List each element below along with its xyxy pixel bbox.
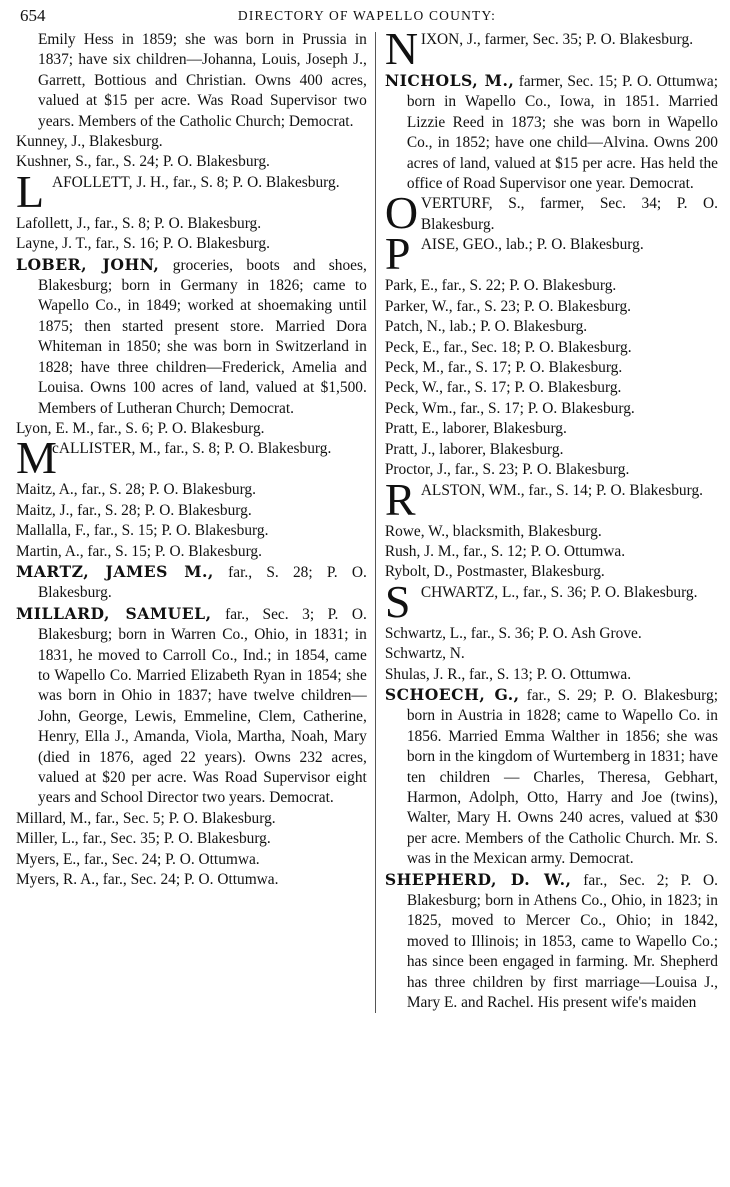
directory-entry: AFOLLETT, J. H., far., S. 8; P. O. Blakesburg.	[52, 173, 340, 191]
directory-entry: ALSTON, WM., far., S. 14; P. O. Blakesburg.	[420, 481, 703, 499]
directory-entry: Peck, W., far., S. 17; P. O. Blakesburg.	[384, 379, 622, 397]
running-title: DIRECTORY OF WAPELLO COUNTY:	[237, 8, 497, 23]
biography-entry: SHEPHERD, D. W., far., Sec. 2; P. O. Blakesburg; born in Athens Co., Ohio, in 1823; in 1825, moved to Mercer Co., Ohio; in 1842, moved to Illinois; in 1853, came to Wapello Co.; has since been engaged in farming. Mr. Shepherd has three children by first marriage—Louisa J., Mary E. and Rachel. His present wife's maiden	[384, 869, 718, 1012]
drop-cap: S	[384, 575, 411, 627]
section-o	[384, 187, 718, 239]
section-n	[384, 23, 718, 74]
directory-entry: Park, E., far., S. 22; P. O. Blakesburg.	[384, 277, 617, 295]
biography-name: SHEPHERD, D. W.,	[384, 869, 572, 889]
left-column	[16, 30, 375, 1013]
directory-entry: Lyon, E. M., far., S. 6; P. O. Blakesburg.	[16, 419, 265, 437]
biography-name: MARTZ, JAMES M.,	[16, 561, 214, 581]
directory-entry: Peck, M., far., S. 17; P. O. Blakesburg.	[384, 359, 623, 377]
drop-cap: R	[384, 473, 416, 525]
drop-cap: P	[384, 228, 411, 280]
directory-entry: Kunney, J., Blakesburg.	[16, 133, 163, 151]
directory-entry: Parker, W., far., S. 23; P. O. Blakesburg.	[384, 297, 632, 315]
directory-entry: Layne, J. T., far., S. 16; P. O. Blakesburg.	[16, 235, 270, 253]
right-column	[377, 23, 718, 1013]
directory-entry: Millard, M., far., Sec. 5; P. O. Blakesburg.	[16, 809, 276, 827]
directory-entry: VERTURF, S., farmer, Sec. 34; P. O. Blakesburg.	[420, 195, 718, 233]
biography-name: LOBER, JOHN,	[16, 254, 160, 274]
directory-entry: Schwartz, N.	[384, 645, 465, 663]
directory-entry: AISE, GEO., lab.; P. O. Blakesburg.	[420, 236, 644, 254]
directory-entry: Lafollett, J., far., S. 8; P. O. Blakesburg.	[16, 214, 262, 232]
section-s	[384, 575, 718, 627]
directory-entry: Rush, J. M., far., S. 12; P. O. Ottumwa.	[384, 542, 626, 560]
page-header	[16, 4, 718, 30]
continued-entry: Emily Hess in 1859; she was born in Prussia in 1837; have six children—Johanna, Louis, Joseph J., Garrett, Bottious and Christian. Owns 400 acres, valued at $15 per acre. Was Road Supervisor two years. Members of the Catholic Church; Democrat.	[38, 31, 367, 130]
directory-entry: Peck, Wm., far., S. 17; P. O. Blakesburg.	[384, 399, 635, 417]
directory-entry: IXON, J., farmer, Sec. 35; P. O. Blakesburg.	[420, 31, 694, 48]
directory-entry: Maitz, A., far., S. 28; P. O. Blakesburg.	[16, 481, 256, 499]
drop-cap: O	[384, 187, 419, 239]
biography-name: NICHOLS, M.,	[384, 71, 515, 90]
drop-cap: N	[384, 23, 419, 74]
directory-entry: Mallalla, F., far., S. 15; P. O. Blakesburg.	[16, 522, 269, 540]
biography-entry: SCHOECH, G., far., S. 29; P. O. Blakesburg; born in Austria in 1828; came to Wapello Co. in 1856. Married Emma Walther in 1856; she was born in the kingdom of Wurtemberg in 1831; have ten children — Charles, Theresa, Gebhart, Harmon, Adolph, Otto, Harry and Joe (twins), Walter, Mary H. Owns 240 acres, valued at $30 per acre. Members of the Catholic Church. Mr. S. was in the Mexican army. Democrat.	[384, 684, 718, 868]
directory-entry: Rybolt, D., Postmaster, Blakesburg.	[384, 563, 605, 581]
directory-entry: Kushner, S., far., S. 24; P. O. Blakesburg.	[16, 153, 270, 171]
directory-entry: Rowe, W., blacksmith, Blakesburg.	[384, 522, 602, 540]
directory-entry: Pratt, J., laborer, Blakesburg.	[384, 440, 564, 458]
directory-entry: Miller, L., far., Sec. 35; P. O. Blakesburg.	[16, 830, 271, 848]
two-column-body	[16, 23, 718, 1013]
directory-entry: Maitz, J., far., S. 28; P. O. Blakesburg.	[16, 501, 252, 519]
drop-cap: M	[16, 432, 57, 484]
biography-entry: MARTZ, JAMES M., far., S. 28; P. O. Blakesburg.	[16, 561, 367, 602]
directory-entry: Shulas, J. R., far., S. 13; P. O. Ottumwa.	[384, 665, 632, 683]
directory-entry: cALLISTER, M., far., S. 8; P. O. Blakesburg.	[52, 440, 332, 458]
directory-entry: Myers, E., far., Sec. 24; P. O. Ottumwa.	[16, 850, 260, 868]
directory-entry: CHWARTZ, L., far., S. 36; P. O. Blakesburg.	[420, 583, 698, 601]
directory-entry: Martin, A., far., S. 15; P. O. Blakesburg.	[16, 542, 262, 560]
page-number: 654	[20, 6, 46, 25]
biography-name: MILLARD, SAMUEL,	[16, 603, 212, 623]
biography-entry: LOBER, JOHN, groceries, boots and shoes, Blakesburg; born in Germany in 1826; came to Wapello Co., in 1849; worked at shoemaking until 1875; then started present store. Married Dora Whiteman in 1850; she was born in Switzerland in 1828; have three children—Frederick, Amelia and Louisa. Owns 100 acres of land, valued at $1,500. Members of Lutheran Church; Democrat.	[16, 254, 367, 417]
biography-name: SCHOECH, G.,	[384, 684, 520, 704]
section-l	[16, 165, 367, 217]
directory-entry: Myers, R. A., far., Sec. 24; P. O. Ottumwa.	[16, 871, 279, 889]
section-p	[384, 228, 718, 280]
directory-entry: Proctor, J., far., S. 23; P. O. Blakesburg.	[384, 461, 630, 479]
section-r	[384, 473, 718, 525]
section-m	[16, 432, 367, 484]
directory-entry: Peck, E., far., Sec. 18; P. O. Blakesburg.	[384, 338, 632, 356]
directory-entry: Patch, N., lab.; P. O. Blakesburg.	[384, 318, 588, 336]
biography-entry: MILLARD, SAMUEL, far., Sec. 3; P. O. Blakesburg; born in Warren Co., Ohio, in 1831; in 1831, he moved to Carroll Co., Ind.; in 1854, came to Wapello Co. Married Elizabeth Ryan in 1854; she was born in Ohio in 1837; have twelve children—John, George, Lewis, Emmeline, Clem, Catherine, Henry, Ella J., Amanda, Viola, Martha, Noah, Mary (died in 1876, aged 22 years). Owns 232 acres, valued at $20 per acre. Was Road Supervisor eight years and School Director two years. Democrat.	[16, 603, 367, 807]
drop-cap: L	[16, 165, 45, 217]
directory-entry: Schwartz, L., far., S. 36; P. O. Ash Grove.	[384, 624, 642, 642]
directory-entry: Pratt, E., laborer, Blakesburg.	[384, 420, 567, 438]
biography-entry: NICHOLS, M., farmer, Sec. 15; P. O. Ottumwa; born in Wapello Co., Iowa, in 1851. Married Lizzie Reed in 1873; she was born in Wapello Co., in 1852; have one child—Alvina. Owns 200 acres of land, valued at $15 per acre. Has held the office of Road Supervisor one year. Democrat.	[384, 71, 718, 193]
